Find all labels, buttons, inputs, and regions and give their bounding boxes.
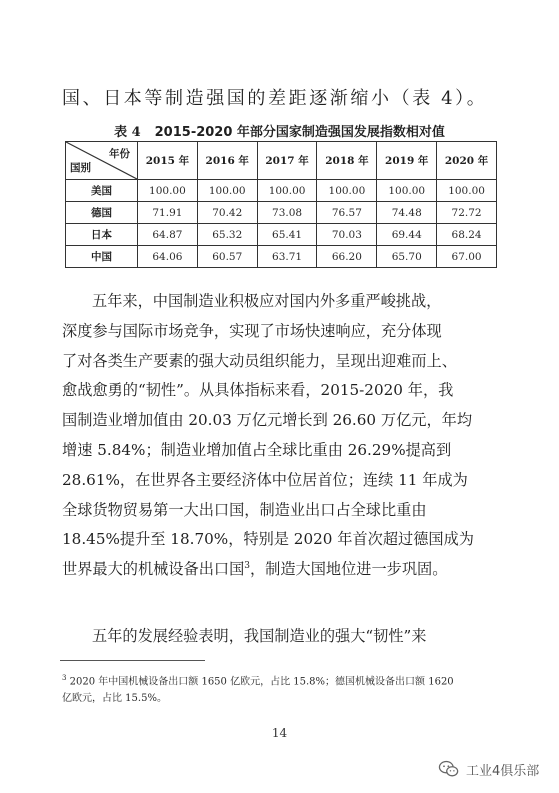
paragraph-line: 增速 5.84%；制造业增加值占全球比重由 26.29%提高到 — [62, 440, 452, 459]
footnote-divider — [60, 660, 205, 661]
value-cell: 69.44 — [377, 224, 437, 246]
paragraph-line: 深度参与国际市场竞争，实现了市场快速响应，充分体现 — [62, 321, 442, 340]
country-cell: 日本 — [66, 224, 138, 246]
footnote — [62, 670, 502, 707]
paragraph-2 — [62, 622, 502, 652]
paragraph-line-text: 世界最大的机械设备出口国 — [62, 560, 245, 579]
year-header: 2016 年 — [197, 142, 257, 180]
value-cell: 65.41 — [257, 224, 317, 246]
table-corner-cell — [66, 142, 138, 180]
value-cell: 100.00 — [197, 180, 257, 202]
value-cell: 70.03 — [317, 224, 377, 246]
table-row — [66, 180, 497, 202]
value-cell: 100.00 — [317, 180, 377, 202]
table-row — [66, 224, 497, 246]
wechat-icon — [438, 759, 460, 779]
watermark — [438, 756, 539, 782]
paragraph-line: 18.45%提升至 18.70%，特别是 2020 年首次超过德国成为 — [62, 530, 474, 549]
paragraph-line-text: ，制造大国地位进一步巩固。 — [249, 560, 448, 579]
paragraph-line: 28.61%，在世界各主要经济体中位居首位；连续 11 年成为 — [62, 470, 468, 489]
watermark-text: 工业4俱乐部 — [466, 763, 540, 779]
value-cell: 76.57 — [317, 202, 377, 224]
value-cell: 60.57 — [197, 246, 257, 268]
value-cell: 100.00 — [138, 180, 198, 202]
year-header: 2020 年 — [437, 142, 497, 180]
intro-line: 国、日本等制造强国的差距逐渐缩小（表 4）。 — [62, 88, 488, 109]
country-cell: 中国 — [66, 246, 138, 268]
table-caption-tag: 表 4 — [114, 125, 141, 140]
year-header: 2017 年 — [257, 142, 317, 180]
value-cell: 65.70 — [377, 246, 437, 268]
footnote-line — [62, 670, 502, 690]
country-cell: 德国 — [66, 202, 138, 224]
value-cell: 64.06 — [138, 246, 198, 268]
paragraph-line: 五年来，中国制造业积极应对国内外多重严峻挑战， — [92, 292, 442, 310]
value-cell: 70.42 — [197, 202, 257, 224]
paragraph-line: 了对各类生产要素的强大动员组织能力，呈现出迎难而上、 — [62, 351, 457, 370]
year-header: 2018 年 — [317, 142, 377, 180]
footnote-marker: 3 — [62, 674, 67, 682]
country-cell: 美国 — [66, 180, 138, 202]
footnote-ref: 3 — [244, 561, 250, 572]
table-row — [66, 246, 497, 268]
table-caption-text: 2015-2020 年部分国家制造强国发展指数相对值 — [154, 125, 445, 140]
value-cell: 100.00 — [257, 180, 317, 202]
value-cell: 63.71 — [257, 246, 317, 268]
value-cell: 68.24 — [437, 224, 497, 246]
paragraph-line: 全球货物贸易第一大出口国，制造业出口占全球比重由 — [62, 500, 427, 519]
value-cell: 100.00 — [437, 180, 497, 202]
index-table — [65, 141, 497, 268]
footnote-line: 亿欧元，占比 15.5%。 — [62, 693, 167, 705]
header-year-label: 年份 — [109, 148, 130, 160]
page-number: 14 — [271, 726, 288, 740]
year-header: 2015 年 — [138, 142, 198, 180]
header-country-label: 国别 — [70, 162, 91, 174]
value-cell: 74.48 — [377, 202, 437, 224]
value-cell: 65.32 — [197, 224, 257, 246]
footnote-text: 2020 年中国机械设备出口额 1650 亿欧元，占比 15.8%；德国机械设备出口额 1620 — [69, 676, 454, 688]
paragraph-line — [62, 555, 502, 585]
table-caption — [0, 121, 559, 140]
paragraph-1 — [62, 287, 502, 585]
value-cell: 67.00 — [437, 246, 497, 268]
paragraph-line: 五年的发展经验表明，我国制造业的强大“韧性”来 — [92, 627, 427, 645]
paragraph-line: 国制造业增加值由 20.03 万亿元增长到 26.60 万亿元，年均 — [62, 411, 473, 430]
value-cell: 72.72 — [437, 202, 497, 224]
table-header-row — [66, 142, 497, 180]
table-row — [66, 202, 497, 224]
year-header: 2019 年 — [377, 142, 437, 180]
value-cell: 100.00 — [377, 180, 437, 202]
value-cell: 64.87 — [138, 224, 198, 246]
value-cell: 73.08 — [257, 202, 317, 224]
value-cell: 66.20 — [317, 246, 377, 268]
paragraph-line: 愈战愈勇的“韧性”。从具体指标来看，2015-2020 年，我 — [62, 381, 454, 400]
value-cell: 71.91 — [138, 202, 198, 224]
